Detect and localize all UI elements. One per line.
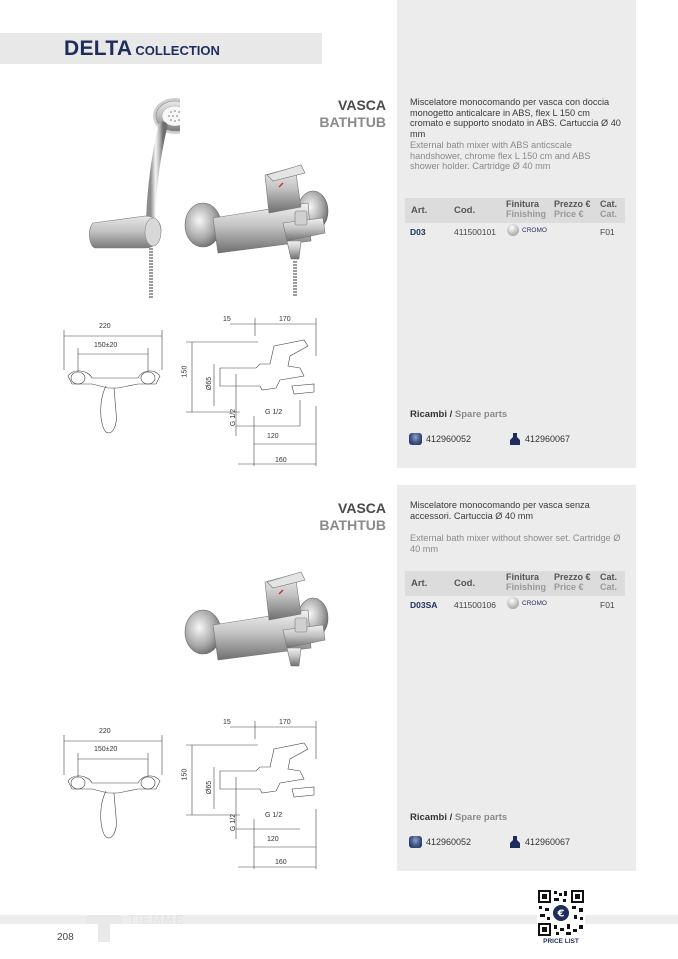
- category: F01: [600, 227, 615, 237]
- table-header: [405, 571, 625, 596]
- product-table: [405, 571, 625, 614]
- product-1-category: VASCA BATHTUB: [319, 97, 386, 130]
- col-price: Prezzo € Price €: [554, 572, 591, 592]
- dim-label: 160: [275, 457, 287, 464]
- dim-label: 15: [223, 719, 231, 726]
- col-cat: Cat. Cat.: [600, 572, 618, 592]
- dim-label: 220: [99, 323, 111, 330]
- dim-label: 150: [181, 768, 189, 781]
- table-row: [405, 223, 625, 241]
- front-dimension-drawing: [58, 727, 168, 847]
- side-dimension-drawing: [180, 719, 330, 869]
- description-english: External bath mixer without shower set. Cartridge Ø 40 mm: [410, 533, 621, 554]
- product-table: [405, 198, 625, 241]
- article-code: D03: [410, 227, 426, 237]
- table-row: [405, 596, 625, 614]
- dim-label: 150±20: [94, 746, 118, 753]
- description-italian: Miscelatore monocomando per vasca senza accessori. Cartuccia Ø 40 mm: [410, 500, 590, 521]
- description-italian: Miscelatore monocomando per vasca con doccia monogetto anticalcare in ABS, flex L 150 cm cromato e supporto snodato in ABS. Cartuccia Ø 40 mm: [410, 97, 621, 139]
- brand-logo-icon: [86, 912, 122, 944]
- spare-parts-title: Ricambi / Spare parts: [410, 409, 508, 420]
- spare-part-item: 412960067: [509, 432, 570, 446]
- col-finish: Finitura Finishing: [506, 199, 546, 219]
- dim-label: 170: [279, 719, 291, 726]
- product-2-category: VASCA BATHTUB: [319, 500, 386, 533]
- chrome-swatch-icon: [505, 595, 520, 610]
- dim-label: G 1/2: [230, 813, 238, 832]
- collection-title: [64, 37, 220, 61]
- cartridge-icon: [409, 433, 422, 445]
- mixer-image: [183, 163, 333, 298]
- svg-text:€: €: [557, 908, 565, 920]
- mixer-image: [183, 570, 333, 675]
- dim-label: 120: [267, 433, 279, 440]
- table-header: [405, 198, 625, 223]
- dim-label: 15: [223, 316, 231, 323]
- qr-code-icon[interactable]: [537, 889, 585, 937]
- dim-label: 150±20: [94, 342, 118, 349]
- col-cat: Cat. Cat.: [600, 199, 618, 219]
- dim-label: Ø65: [206, 376, 214, 391]
- product-code: 411500101: [454, 227, 496, 237]
- dim-label: Ø65: [206, 780, 214, 795]
- price-list-label: PRICE LIST: [543, 938, 579, 945]
- brand-name: DELTA: [64, 37, 133, 60]
- dim-label: G 1/2: [230, 408, 238, 427]
- side-dimension-drawing: [180, 316, 330, 466]
- col-cod: Cod.: [454, 578, 476, 589]
- finish: CROMO: [507, 224, 547, 236]
- dim-label: G 1/2: [265, 812, 283, 819]
- page-number: 208: [57, 932, 74, 943]
- col-price: Prezzo € Price €: [554, 199, 591, 219]
- col-art: Art.: [411, 205, 428, 216]
- spare-parts-title: Ricambi / Spare parts: [410, 812, 508, 823]
- spare-part-item: 412960052: [409, 836, 471, 848]
- finish: CROMO: [507, 597, 547, 609]
- col-finish: Finitura Finishing: [506, 572, 546, 592]
- handshower-image: [85, 98, 180, 300]
- dim-label: 220: [99, 728, 111, 735]
- collection-label: COLLECTION: [135, 43, 220, 58]
- footer-watermark: TIEMME: [128, 912, 185, 927]
- description-english: External bath mixer with ABS anticscale handshower, chrome flex L 150 cm and ABS shower holder. Cartridge Ø 40 mm: [410, 140, 591, 172]
- col-art: Art.: [411, 578, 428, 589]
- handle-icon: [509, 835, 521, 849]
- spare-part-item: 412960052: [409, 433, 471, 445]
- spare-part-item: 412960067: [509, 835, 570, 849]
- dim-label: 170: [279, 316, 291, 323]
- dim-label: 160: [275, 859, 287, 866]
- product-code: 411500106: [454, 600, 496, 610]
- cartridge-icon: [409, 836, 422, 848]
- category: F01: [600, 600, 615, 610]
- col-cod: Cod.: [454, 205, 476, 216]
- front-dimension-drawing: [58, 322, 168, 442]
- chrome-swatch-icon: [505, 222, 520, 237]
- dim-label: G 1/2: [265, 409, 283, 416]
- dim-label: 150: [181, 365, 189, 378]
- handle-icon: [509, 432, 521, 446]
- dim-label: 120: [267, 836, 279, 843]
- article-code: D03SA: [410, 600, 438, 610]
